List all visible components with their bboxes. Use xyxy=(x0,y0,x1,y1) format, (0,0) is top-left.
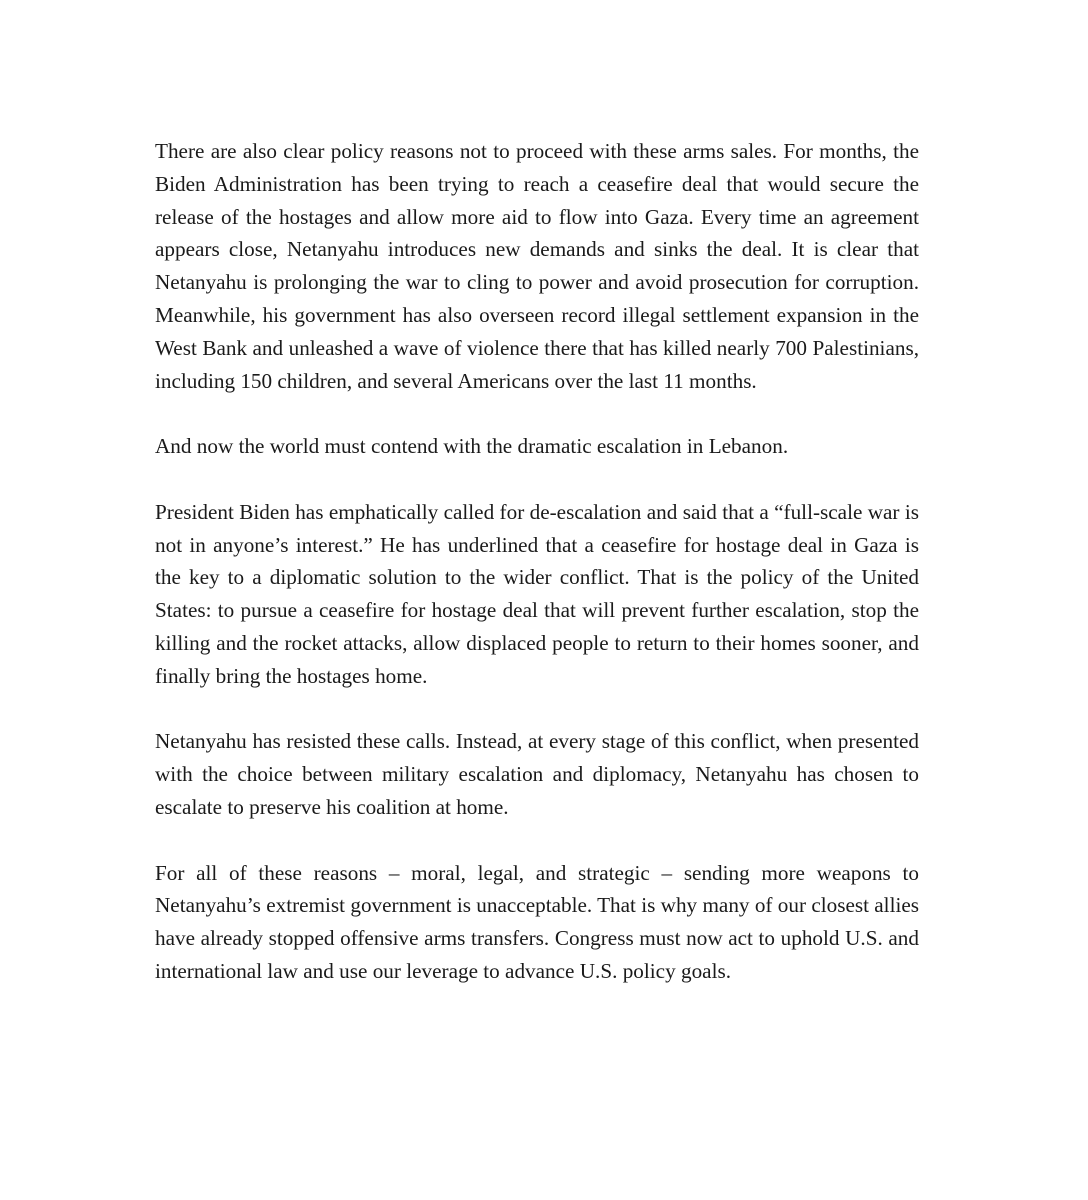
paragraph-netanyahu-resisted: Netanyahu has resisted these calls. Instead, at every stage of this conflict, when presented with the choice between military escalation and diplomacy, Netanyahu has chosen to escalate to preserve his coalition at home. xyxy=(155,729,919,819)
paragraph-lebanon-escalation: And now the world must contend with the dramatic escalation in Lebanon. xyxy=(155,434,789,459)
document-body xyxy=(155,135,919,988)
paragraph-biden-deescalation: President Biden has emphatically called for de-escalation and said that a “full-scale war is not in anyone’s interest.” He has underlined that a ceasefire for hostage deal in Gaza is the key to a diplomatic solution to the wider conflict. That is the policy of the United States: to pursue a ceasefire for hostage deal that will prevent further escalation, stop the killing and the rocket attacks, allow displaced people to return to their homes sooner, and finally bring the hostages home. xyxy=(155,499,919,688)
paragraph-policy-reasons: There are also clear policy reasons not to proceed with these arms sales. For months, the Biden Administration has been trying to reach a ceasefire deal that would secure the release of the hostages and allow more aid to flow into Gaza. Every time an agreement appears close, Netanyahu introduces new demands and sinks the deal. It is clear that Netanyahu is prolonging the war to cling to power and avoid prosecution for corruption. Meanwhile, his government has also overseen record illegal settlement expansion in the West Bank and unleashed a wave of violence there that has killed nearly 700 Palestinians, including 150 children, and several Americans over the last 11 months. xyxy=(155,139,919,393)
paragraph-conclusion: For all of these reasons – moral, legal, and strategic – sending more weapons to Netanyahu’s extremist government is unacceptable. That is why many of our closest allies have already stopped offensive arms transfers. Congress must now act to uphold U.S. and international law and use our leverage to advance U.S. policy goals. xyxy=(155,860,919,983)
